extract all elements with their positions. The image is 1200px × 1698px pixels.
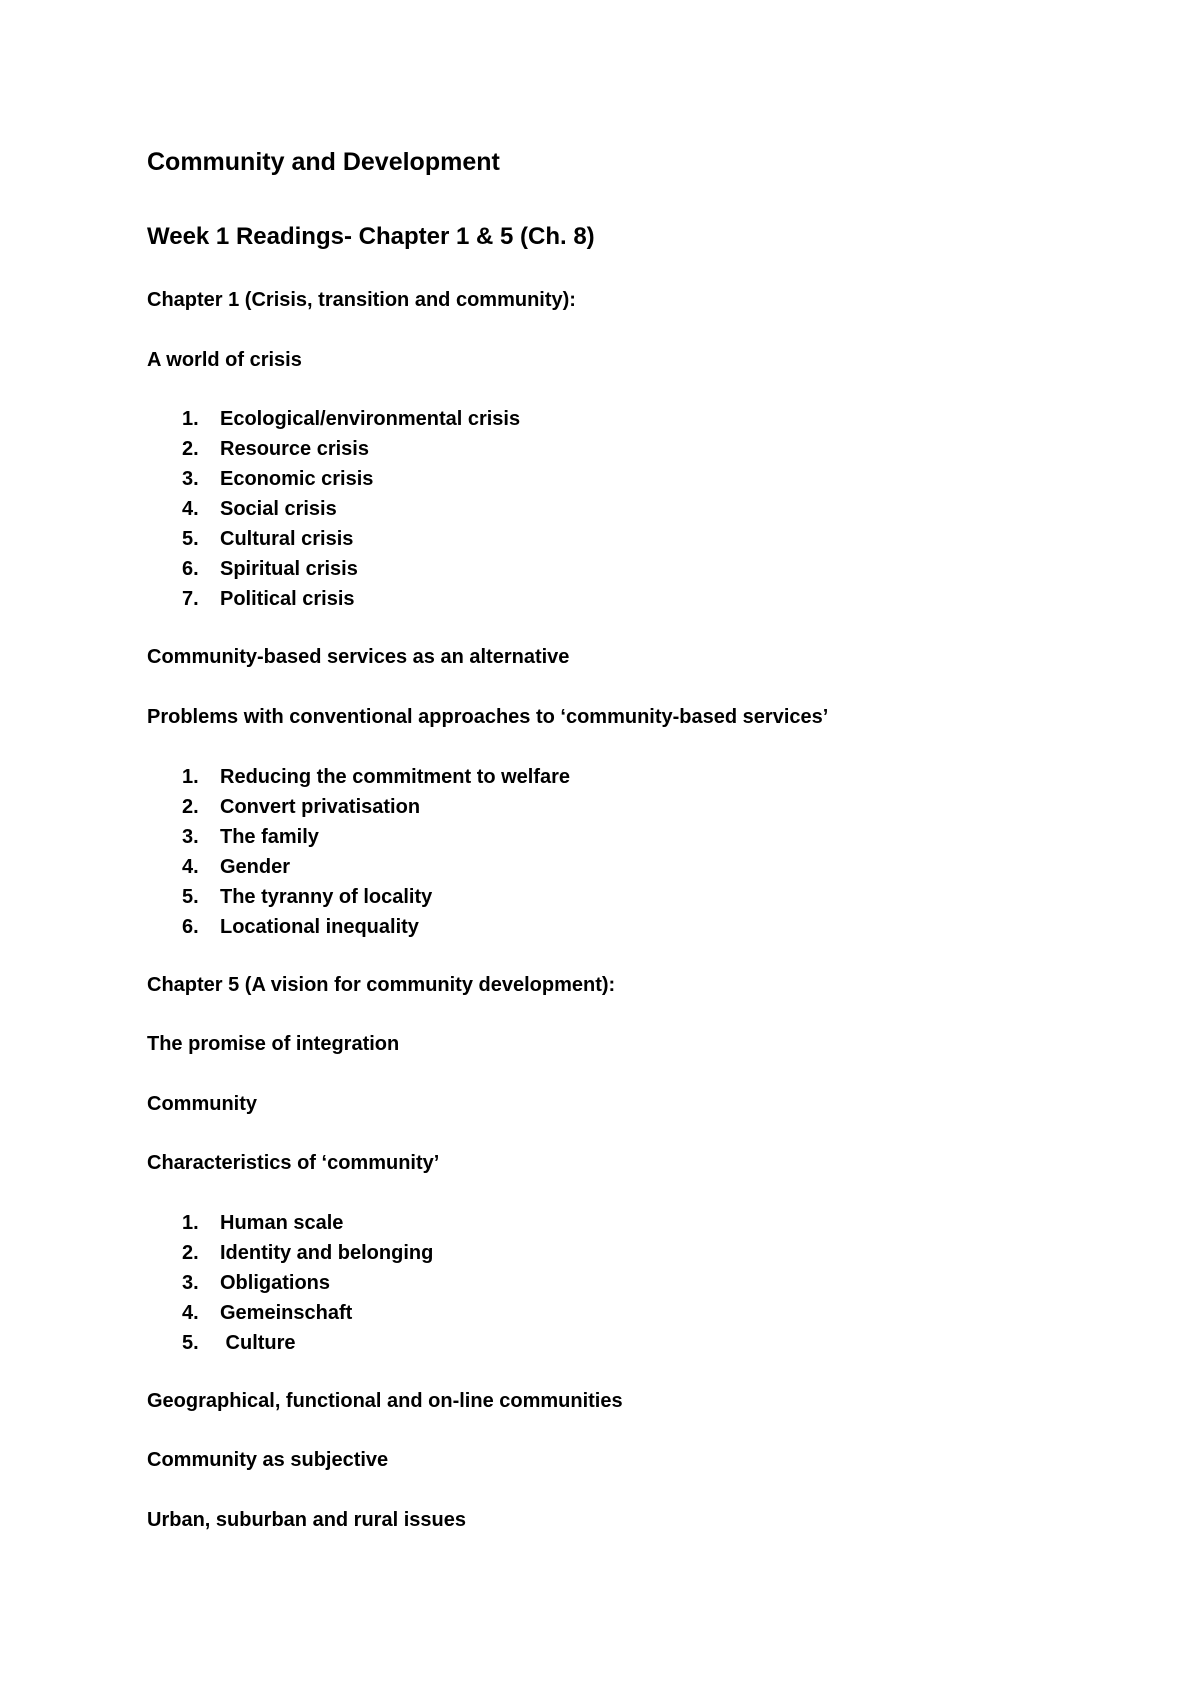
list-number: 2. — [182, 796, 199, 818]
list-text: Ecological/environmental crisis — [220, 408, 521, 430]
community-services-heading: Community-based services as an alternative — [147, 646, 570, 668]
list-number: 2. — [182, 438, 199, 460]
list-number: 1. — [182, 766, 199, 788]
urban-heading: Urban, suburban and rural issues — [147, 1509, 466, 1531]
list-number: 4. — [182, 498, 199, 520]
list-number: 2. — [182, 1242, 199, 1264]
list-text: Resource crisis — [220, 438, 369, 460]
promise-of-integration-heading: The promise of integration — [147, 1033, 400, 1055]
chapter1-heading: Chapter 1 (Crisis, transition and community): — [147, 289, 576, 311]
list-number: 6. — [182, 558, 199, 580]
list-number: 1. — [182, 1212, 199, 1234]
world-of-crisis-heading: A world of crisis — [147, 349, 302, 371]
list-number: 5. — [182, 1332, 199, 1354]
problems-heading: Problems with conventional approaches to ‘community-based services’ — [147, 706, 829, 728]
list-number: 7. — [182, 588, 199, 610]
list-text: Obligations — [220, 1272, 330, 1294]
list-text: Culture — [220, 1332, 296, 1354]
list-text: Economic crisis — [220, 468, 374, 490]
chapter5-heading: Chapter 5 (A vision for community development): — [147, 974, 616, 996]
community-heading: Community — [147, 1093, 257, 1115]
subjective-heading: Community as subjective — [147, 1449, 389, 1471]
list-text: Gender — [220, 856, 291, 878]
list-text: Gemeinschaft — [220, 1302, 353, 1324]
list-text: Reducing the commitment to welfare — [220, 766, 571, 788]
list-number: 1. — [182, 408, 199, 430]
list-text: Spiritual crisis — [220, 558, 358, 580]
list-number: 3. — [182, 826, 199, 848]
list-text: Locational inequality — [220, 916, 419, 938]
characteristics-heading: Characteristics of ‘community’ — [147, 1152, 440, 1174]
list-text: Political crisis — [220, 588, 355, 610]
list-number: 5. — [182, 528, 199, 550]
list-number: 5. — [182, 886, 199, 908]
document-title: Community and Development — [147, 148, 500, 176]
list-text: The tyranny of locality — [220, 886, 433, 908]
list-number: 3. — [182, 468, 199, 490]
list-number: 6. — [182, 916, 199, 938]
list-number: 4. — [182, 856, 199, 878]
week-heading: Week 1 Readings- Chapter 1 & 5 (Ch. 8) — [147, 223, 595, 250]
geographical-heading: Geographical, functional and on-line communities — [147, 1390, 623, 1412]
list-text: Cultural crisis — [220, 528, 354, 550]
list-text: Identity and belonging — [220, 1242, 434, 1264]
list-text: Social crisis — [220, 498, 337, 520]
list-number: 4. — [182, 1302, 199, 1324]
list-text: Human scale — [220, 1212, 344, 1234]
list-number: 3. — [182, 1272, 199, 1294]
list-text: Convert privatisation — [220, 796, 421, 818]
list-text: The family — [220, 826, 319, 848]
